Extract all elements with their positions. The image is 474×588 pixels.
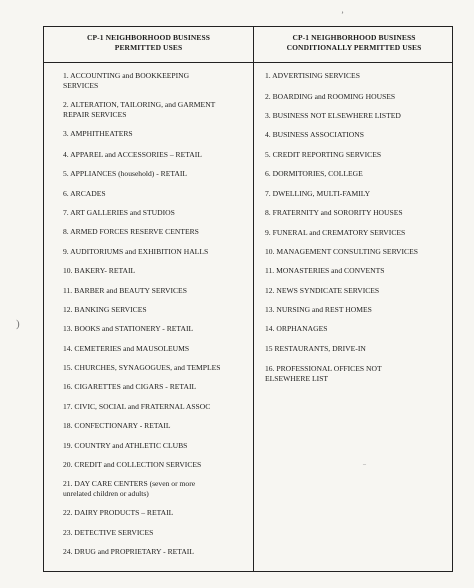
permitted-use-item: 3. AMPHITHEATERS [63, 129, 133, 138]
permitted-header-line-1: CP-1 NEIGHBORHOOD BUSINESS [86, 33, 211, 42]
permitted-use-item: 9. AUDITORIUMS and EXHIBITION HALLS [63, 247, 209, 256]
conditional-use-item: 14. ORPHANAGES [265, 324, 328, 333]
conditional-use-item: 12. NEWS SYNDICATE SERVICES [265, 286, 380, 295]
scan-speck-mark: ) [16, 318, 20, 330]
conditional-use-item: 9. FUNERAL and CREMATORY SERVICES [265, 228, 406, 237]
permitted-use-item: 4. APPAREL and ACCESSORIES – RETAIL [63, 150, 202, 159]
permitted-use-item: 15. CHURCHES, SYNAGOGUES, and TEMPLES [63, 363, 221, 372]
permitted-use-item: 1. ACCOUNTING and BOOKKEEPING SERVICES [63, 71, 190, 90]
conditional-use-item: 1. ADVERTISING SERVICES [265, 71, 360, 80]
conditional-uses-header [255, 33, 453, 61]
permitted-use-item: 8. ARMED FORCES RESERVE CENTERS [63, 227, 199, 236]
permitted-use-item: 10. BAKERY- RETAIL [63, 266, 136, 275]
permitted-use-item: 21. DAY CARE CENTERS (seven or more unrelated children or adults) [63, 479, 196, 498]
permitted-use-item: 12. BANKING SERVICES [63, 305, 147, 314]
permitted-use-item: 13. BOOKS and STATIONERY - RETAIL [63, 324, 194, 333]
conditional-use-item: 10. MANAGEMENT CONSULTING SERVICES [265, 247, 418, 256]
permitted-use-item: 7. ART GALLERIES and STUDIOS [63, 208, 175, 217]
conditional-use-item: 8. FRATERNITY and SORORITY HOUSES [265, 208, 403, 217]
permitted-use-item: 20. CREDIT and COLLECTION SERVICES [63, 460, 202, 469]
permitted-use-item: 6. ARCADES [63, 189, 106, 198]
permitted-use-item: 2. ALTERATION, TAILORING, and GARMENT REPAIR SERVICES [63, 100, 216, 119]
permitted-use-item: 17. CIVIC, SOCIAL and FRATERNAL ASSOC [63, 402, 211, 411]
permitted-use-item: 19. COUNTRY and ATHLETIC CLUBS [63, 441, 188, 450]
permitted-use-item: 11. BARBER and BEAUTY SERVICES [63, 286, 187, 295]
conditional-use-item: 3. BUSINESS NOT ELSEWHERE LISTED [265, 111, 401, 120]
permitted-uses-header [44, 33, 253, 61]
conditional-use-item: 6. DORMITORIES, COLLEGE [265, 169, 363, 178]
permitted-use-item: 22. DAIRY PRODUCTS – RETAIL [63, 508, 174, 517]
permitted-use-item: 16. CIGARETTES and CIGARS - RETAIL [63, 382, 197, 391]
conditional-use-item: 5. CREDIT REPORTING SERVICES [265, 150, 382, 159]
permitted-header-line-2: PERMITTED USES [114, 43, 183, 52]
column-divider [253, 26, 254, 572]
conditional-use-item: 15 RESTAURANTS, DRIVE-IN [265, 344, 366, 353]
conditional-use-item: 2. BOARDING and ROOMING HOUSES [265, 92, 396, 101]
conditional-use-item: 11. MONASTERIES and CONVENTS [265, 266, 385, 275]
permitted-use-item: 23. DETECTIVE SERVICES [63, 528, 154, 537]
permitted-use-item: 14. CEMETERIES and MAUSOLEUMS [63, 344, 190, 353]
conditional-use-item: 4. BUSINESS ASSOCIATIONS [265, 130, 364, 139]
conditional-use-item: 13. NURSING and REST HOMES [265, 305, 372, 314]
conditional-header-line-2: CONDITIONALLY PERMITTED USES [286, 43, 422, 52]
permitted-use-item: 24. DRUG and PROPRIETARY - RETAIL [63, 547, 194, 556]
header-divider [43, 62, 453, 63]
permitted-use-item: 18. CONFECTIONARY - RETAIL [63, 421, 171, 430]
scan-speck-mark: ʼ [341, 10, 344, 20]
scan-speck-mark: – [363, 462, 366, 468]
permitted-use-item: 5. APPLIANCES (household) - RETAIL [63, 169, 188, 178]
conditional-header-line-1: CP-1 NEIGHBORHOOD BUSINESS [292, 33, 416, 42]
conditional-use-item: 7. DWELLING, MULTI-FAMILY [265, 189, 371, 198]
conditional-use-item: 16. PROFESSIONAL OFFICES NOT ELSEWHERE LIST [265, 364, 382, 383]
